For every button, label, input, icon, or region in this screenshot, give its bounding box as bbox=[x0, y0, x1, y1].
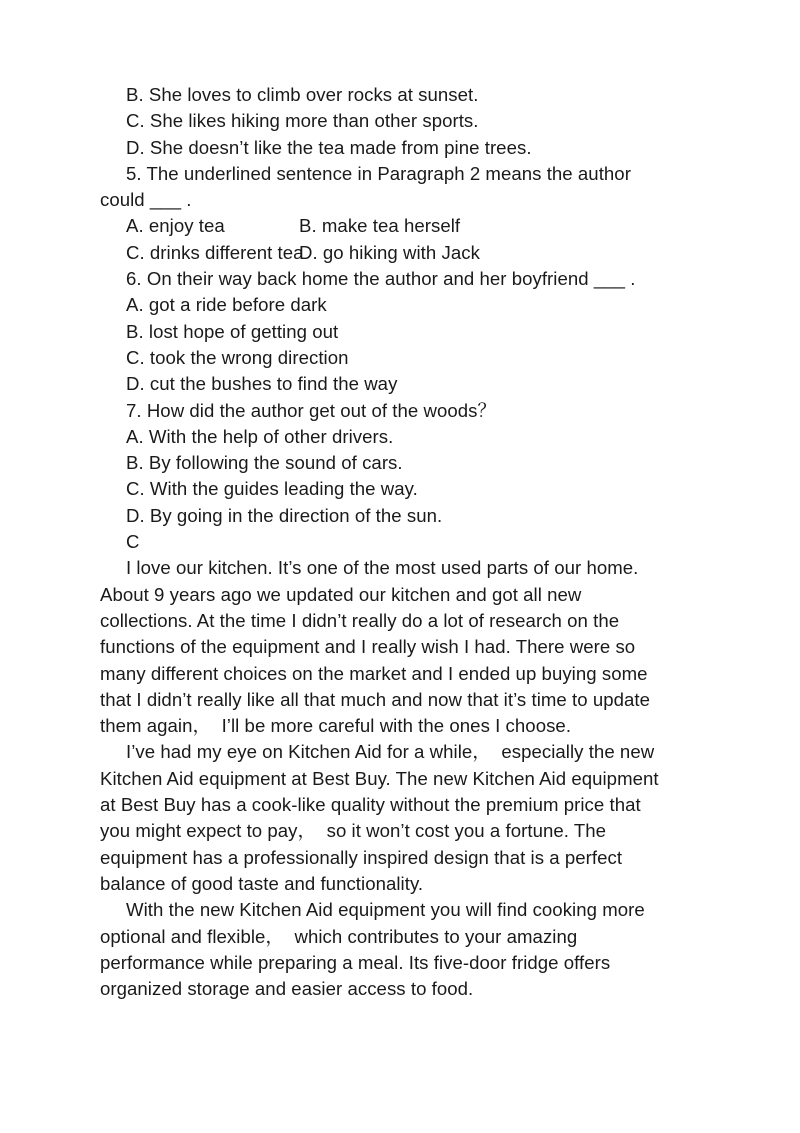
document-page bbox=[100, 82, 700, 1002]
q7-option-c: C. With the guides leading the way. bbox=[126, 478, 418, 500]
q5-options-row-2 bbox=[100, 240, 700, 266]
q6-stem: 6. On their way back home the author and her boyfriend ___ . bbox=[126, 268, 636, 290]
passage-line: them again， I’ll be more careful with the ones I choose. bbox=[100, 715, 572, 737]
passage-line: you might expect to pay， so it won’t cost you a fortune. The bbox=[100, 820, 607, 842]
q6-option-d: D. cut the bushes to find the way bbox=[126, 373, 398, 395]
q6-option-a: A. got a ride before dark bbox=[126, 294, 327, 316]
passage-line: I’ve had my eye on Kitchen Aid for a while， especially the new bbox=[126, 741, 655, 763]
passage-line: functions of the equipment and I really wish I had. There were so bbox=[100, 636, 636, 658]
passage-line: I love our kitchen. It’s one of the most used parts of our home. bbox=[126, 557, 639, 579]
section-label: C bbox=[126, 531, 140, 553]
q7-option-d: D. By going in the direction of the sun. bbox=[126, 504, 443, 526]
passage-line: organized storage and easier access to food. bbox=[100, 978, 474, 1000]
passage-line: at Best Buy has a cook-like quality without the premium price that bbox=[100, 794, 641, 816]
q5-option-b: B. make tea herself bbox=[299, 215, 461, 237]
passage-line: About 9 years ago we updated our kitchen and got all new bbox=[100, 583, 582, 605]
q5-option-a: A. enjoy tea bbox=[126, 215, 225, 237]
passage-line: equipment has a professionally inspired design that is a perfect bbox=[100, 846, 623, 868]
q6-option-b: B. lost hope of getting out bbox=[126, 320, 339, 342]
passage-line: Kitchen Aid equipment at Best Buy. The new Kitchen Aid equipment bbox=[100, 767, 659, 789]
passage-line: balance of good taste and functionality. bbox=[100, 872, 424, 894]
q5-option-c: C. drinks different tea bbox=[126, 241, 304, 263]
passage-line: optional and flexible， which contributes to your amazing bbox=[100, 925, 578, 947]
passage-line: With the new Kitchen Aid equipment you will find cooking more bbox=[126, 899, 645, 921]
q7-option-b: B. By following the sound of cars. bbox=[126, 452, 403, 474]
q4-option-d: D. She doesn’t like the tea made from pine trees. bbox=[126, 136, 532, 158]
q6-option-c: C. took the wrong direction bbox=[126, 346, 349, 368]
passage-line: that I didn’t really like all that much and now that it’s time to update bbox=[100, 688, 651, 710]
passage-line: collections. At the time I didn’t really do a lot of research on the bbox=[100, 609, 620, 631]
q5-stem-line1: 5. The underlined sentence in Paragraph 2 means the author bbox=[126, 162, 631, 184]
q7-option-a: A. With the help of other drivers. bbox=[126, 425, 394, 447]
q5-option-d: D. go hiking with Jack bbox=[299, 241, 480, 263]
passage-line: performance while preparing a meal. Its five-door fridge offers bbox=[100, 951, 611, 973]
q5-stem-line2: could ___ . bbox=[100, 189, 192, 211]
passage-line: many different choices on the market and I ended up buying some bbox=[100, 662, 648, 684]
q7-stem: 7. How did the author get out of the woods？ bbox=[126, 399, 497, 421]
q5-options-row-1 bbox=[100, 213, 700, 239]
q4-option-c: C. She likes hiking more than other sports. bbox=[126, 110, 479, 132]
q4-option-b: B. She loves to climb over rocks at sunset. bbox=[126, 84, 479, 105]
